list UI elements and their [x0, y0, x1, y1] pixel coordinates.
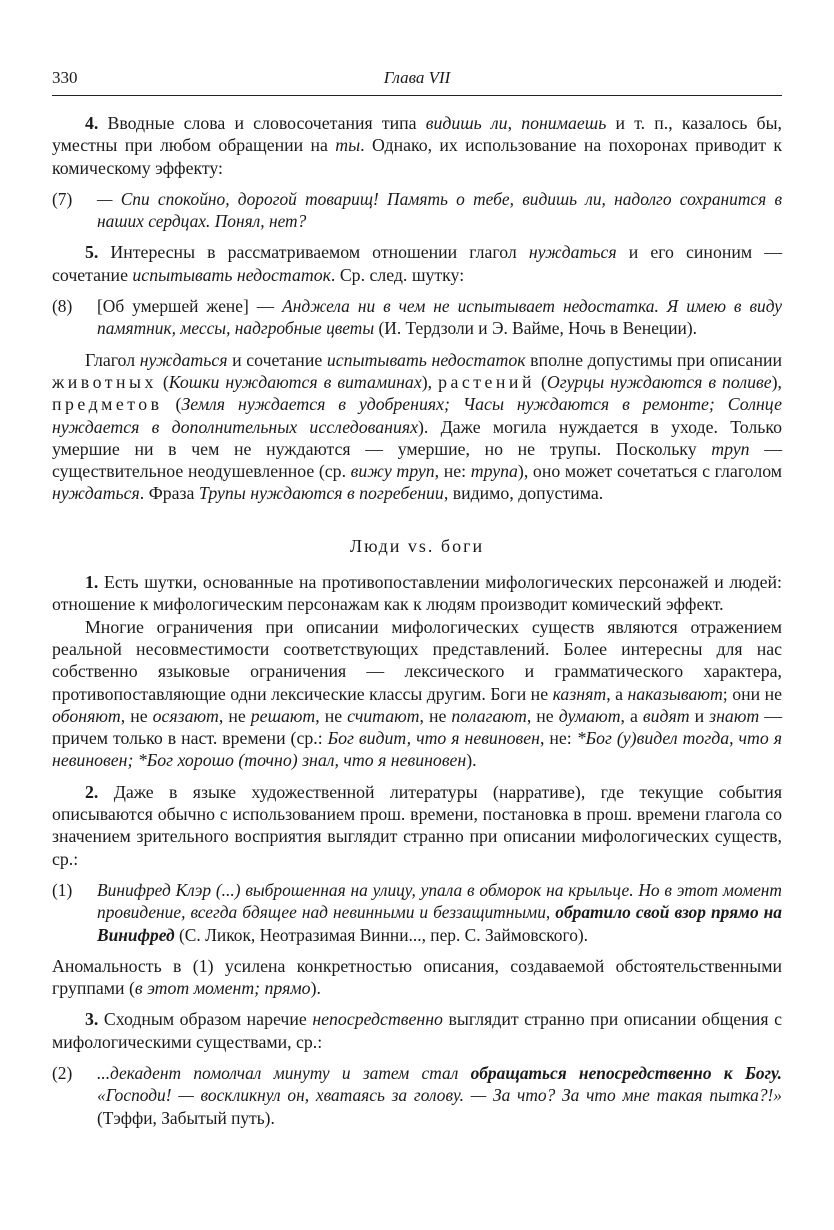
italic-text: Бог видит, что я невиновен	[327, 728, 540, 749]
paragraph-number: 4.	[85, 113, 99, 133]
text: ),	[421, 371, 439, 392]
italic-text: осязают	[152, 705, 219, 726]
italic-text: видишь ли	[425, 113, 508, 133]
bold-italic-text: обращаться непосредственно к Богу.	[470, 1062, 782, 1083]
italic-text: нуждаться	[52, 483, 140, 504]
italic-text: нуждаться	[528, 242, 617, 263]
chapter-title: Глава VII	[383, 68, 451, 87]
text: . Ср. след. шутку:	[330, 264, 465, 285]
text: — причем только в наст. времени (ср.:	[52, 705, 782, 749]
italic-text: ...декадент помолчал минуту и затем стал	[97, 1062, 471, 1083]
paragraph-number: 3.	[85, 1009, 99, 1030]
section-heading: Люди vs. боги	[349, 535, 485, 556]
text: и сочетание	[227, 349, 327, 370]
italic-text: трупа	[470, 461, 518, 482]
text: вполне допустимы при описании	[525, 349, 782, 370]
text: и т. п., казалось бы, уместны при любом обращении на	[52, 113, 782, 156]
text: Аномальность в (1) усилена конкретностью описания, создаваемой обстоятельственными группами (	[52, 955, 782, 999]
example-label: (2)	[52, 1062, 73, 1083]
text: ,	[507, 113, 522, 133]
paragraph-6	[52, 349, 782, 505]
section2-paragraph-5	[52, 1008, 782, 1053]
text: Многие ограничения при описании мифологических существ являются отражением реальной несовместимости соответствующих представлений. Более интересны для нас собственно языковые ограничения — лексического и грамматического характера, противопоставляющие одни лексические классы другим. Боги не	[52, 616, 782, 704]
italic-text: видят	[642, 705, 690, 726]
text: ). Даже могила нуждается в уходе. Только умершие ни в чем не нуждаются — умершие, но не трупы. Поскольку	[52, 416, 782, 459]
example-2	[52, 1062, 782, 1129]
citation: (С. Ликок, Неотразимая Винни..., пер. С. Займовского).	[174, 924, 589, 945]
italic-text: полагают	[451, 705, 527, 726]
italic-text: вижу труп	[350, 461, 435, 482]
example-label: (7)	[52, 188, 73, 209]
italic-text: Огурцы нуждаются в поливе	[546, 371, 772, 392]
text: , видимо, допустима.	[443, 483, 604, 504]
text: , а	[620, 705, 643, 726]
page-number: 330	[52, 68, 78, 87]
italic-text: испытывать недостаток	[132, 264, 331, 285]
text: . Однако, их использование на похоронах приводит к комическому эффекту:	[52, 135, 782, 178]
text: (	[162, 394, 182, 415]
italic-text: обоняют	[52, 705, 121, 726]
spaced-text: животных	[52, 371, 157, 392]
text: (	[534, 371, 547, 392]
italic-text: Земля нуждается в удобрениях; Часы нуждаются в ремонте; Солнце нуждается в дополнительных исследованиях	[52, 394, 782, 437]
text: , не:	[434, 461, 471, 482]
example-label: (8)	[52, 296, 73, 317]
running-header	[52, 68, 782, 88]
text: , не	[218, 705, 251, 726]
italic-text: в этот момент; прямо	[134, 978, 311, 999]
example-label: (1)	[52, 879, 73, 900]
text: Сходным образом наречие	[98, 1009, 313, 1030]
italic-text: считают	[347, 705, 420, 726]
text: — существительное неодушевленное (ср.	[52, 438, 782, 482]
text: , не:	[539, 728, 577, 749]
text: ).	[310, 978, 321, 999]
paragraph-number: 2.	[85, 781, 99, 802]
example-7	[52, 188, 782, 233]
text: ).	[466, 750, 477, 771]
paragraph-4	[52, 112, 782, 179]
text: , не	[419, 705, 452, 726]
italic-text: казнят	[552, 683, 607, 704]
text: и его синоним — сочетание	[52, 242, 782, 285]
section2-paragraph-1	[52, 571, 782, 616]
spaced-text: растений	[438, 371, 535, 392]
italic-text: решают	[250, 705, 316, 726]
italic-text: ты	[335, 135, 361, 156]
italic-text: *Бог (у)видел тогда, что я невиновен; *Бог хорошо (точно) знал, что я невиновен	[52, 728, 783, 771]
italic-text: Винифред Клэр (...) выброшенная на улицу, упала в обморок на крыльце. Но в этот момент провидение, всегда бдящее над невинными и беззащитными,	[97, 879, 782, 923]
citation: (И. Тердзоли и Э. Вайме, Ночь в Венеции).	[374, 318, 697, 339]
italic-text: непосредственно	[312, 1009, 443, 1030]
example-text: — Спи спокойно, дорогой товарищ! Память о тебе, видишь ли, надолго сохранится в наших сердцах. Понял, нет?	[97, 188, 782, 232]
text: ; они не	[722, 683, 782, 704]
italic-text: наказывают	[627, 683, 723, 704]
italic-text: понимаешь	[521, 113, 607, 133]
text: , не	[120, 705, 153, 726]
text: Есть шутки, основанные на противопоставлении мифологических персонажей и людей: отношение к мифологическим персонажам как к людям производит комический эффект.	[52, 572, 782, 615]
spaced-text: предметов	[52, 394, 163, 415]
text: , не	[315, 705, 348, 726]
text: ),	[771, 371, 782, 392]
text: [Об умершей жене] —	[97, 296, 283, 317]
text: . Фраза	[139, 483, 199, 504]
text: Интересны в рассматриваемом отношении глагол	[98, 242, 529, 263]
italic-text: знают	[709, 705, 760, 726]
section2-paragraph-3	[52, 781, 782, 870]
text: Глагол	[85, 349, 140, 370]
paragraph-number: 5.	[85, 242, 99, 263]
example-1	[52, 879, 782, 946]
italic-text: Анджела ни в чем не испытывает недостатка. Я имею в виду памятник, мессы, надгробные цветы	[97, 296, 782, 339]
text: (	[156, 371, 169, 392]
italic-text: Кошки нуждаются в витаминах	[168, 371, 422, 392]
section2-paragraph-4	[52, 955, 782, 1000]
italic-text: испытывать недостаток	[326, 349, 526, 370]
text: выглядит странно при описании общения с мифологическими существами, ср.:	[52, 1009, 782, 1052]
text: и	[689, 705, 710, 726]
text: Вводные слова и словосочетания типа	[98, 113, 426, 133]
bold-italic-text: обратило свой взор прямо на Винифред	[97, 902, 782, 945]
citation: (Тэффи, Забытый путь).	[97, 1107, 275, 1128]
section2-paragraph-2	[52, 616, 782, 772]
italic-text: думают	[558, 705, 621, 726]
italic-text: нуждаться	[139, 349, 228, 370]
paragraph-5	[52, 241, 782, 286]
page-body	[52, 112, 782, 1138]
italic-text: «Господи! — воскликнул он, хватаясь за голову. — За что? За что мне такая пытка?!»	[97, 1085, 782, 1106]
header-rule	[52, 95, 782, 96]
text: Даже в языке художественной литературы (нарративе), где текущие события описываются обычно с использованием прош. времени, постановка в прош. времени глагола со значением зрительного восприятия выглядит странно при описании мифологических существ, ср.:	[52, 781, 782, 869]
text: , а	[606, 683, 628, 704]
text: , не	[526, 705, 559, 726]
example-8	[52, 295, 782, 340]
italic-text: Трупы нуждаются в погребении	[198, 483, 444, 504]
italic-text: труп	[711, 438, 750, 459]
text: ), оно может сочетаться с глаголом	[517, 461, 782, 482]
paragraph-number: 1.	[85, 572, 99, 593]
